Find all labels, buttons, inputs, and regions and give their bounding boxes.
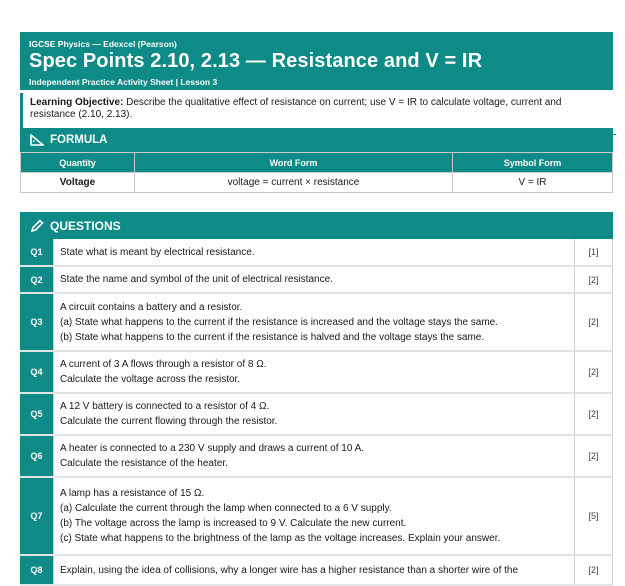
question-line: (a) Calculate the current through the lamp when connected to a 6 V supply. bbox=[60, 503, 392, 514]
question-row bbox=[20, 267, 613, 294]
question-number: Q2 bbox=[20, 267, 53, 292]
question-line: (b) State what happens to the current if the resistance is halved and the voltage stays the same. bbox=[60, 331, 485, 343]
question-row bbox=[20, 436, 613, 478]
marks-label: [2] bbox=[574, 394, 613, 434]
word-form-cell: voltage = current × resistance bbox=[135, 173, 453, 193]
question-line: (a) State what happens to the current if the resistance is increased and the voltage stays the same. bbox=[60, 316, 499, 328]
question-number: Q5 bbox=[20, 394, 53, 434]
question-row bbox=[20, 352, 613, 394]
question-line: Explain, using the idea of collisions, why a longer wire has a higher resistance than a shorter wire of the bbox=[60, 564, 519, 576]
objective-text: Describe the qualitative effect of resistance on current; use V = IR to calculate voltage, current and resistance (2.10, 2.13). bbox=[30, 97, 562, 120]
marks-label: [2] bbox=[574, 294, 613, 350]
pencil-icon bbox=[30, 219, 44, 233]
question-line: Calculate the current flowing through the resistor. bbox=[60, 416, 278, 427]
question-line: A 12 V battery is connected to a resistor of 4 Ω. bbox=[60, 401, 270, 412]
question-line: A lamp has a resistance of 15 Ω. bbox=[60, 488, 205, 499]
question-line: A circuit contains a battery and a resistor. bbox=[60, 301, 243, 313]
question-line: State what is meant by electrical resistance. bbox=[60, 246, 255, 258]
marks-label: [2] bbox=[574, 267, 613, 292]
question-text bbox=[53, 556, 574, 584]
column-header-symbol-form: Symbol Form bbox=[453, 153, 613, 173]
question-number: Q6 bbox=[20, 436, 53, 476]
question-text bbox=[53, 267, 574, 292]
questions-heading: QUESTIONS bbox=[50, 218, 121, 233]
question-number: Q7 bbox=[20, 478, 53, 554]
column-header-quantity: Quantity bbox=[21, 153, 135, 173]
marks-label: [2] bbox=[574, 556, 613, 584]
question-line: State the name and symbol of the unit of electrical resistance. bbox=[60, 274, 333, 285]
question-row bbox=[20, 478, 613, 556]
symbol-form-cell: V = IR bbox=[453, 173, 613, 193]
question-number: Q8 bbox=[20, 556, 53, 584]
question-number: Q3 bbox=[20, 294, 53, 350]
marks-label: [2] bbox=[574, 352, 613, 392]
question-number: Q1 bbox=[20, 239, 53, 265]
question-text bbox=[53, 394, 574, 434]
question-text bbox=[53, 478, 574, 554]
question-line: (c) State what happens to the brightness of the lamp as the voltage increases. Explain your answer. bbox=[60, 533, 501, 544]
question-row bbox=[20, 294, 613, 352]
page-title: Spec Points 2.10, 2.13 — Resistance and V = IR bbox=[29, 50, 483, 72]
questions-section-header bbox=[20, 212, 613, 239]
marks-label: [2] bbox=[574, 436, 613, 476]
ruler-triangle-icon bbox=[30, 134, 44, 146]
marks-label: [1] bbox=[574, 239, 613, 265]
marks-label: [5] bbox=[574, 478, 613, 554]
quantity-cell: Voltage bbox=[21, 173, 135, 193]
question-number: Q4 bbox=[20, 352, 53, 392]
question-line: A current of 3 A flows through a resistor of 8 Ω. bbox=[60, 359, 267, 370]
question-text bbox=[53, 294, 574, 350]
page-header bbox=[20, 32, 613, 90]
question-line: Calculate the resistance of the heater. bbox=[60, 458, 228, 469]
question-text bbox=[53, 436, 574, 476]
question-row bbox=[20, 556, 613, 586]
sheet-meta: Independent Practice Activity Sheet | Lesson 3 bbox=[29, 77, 218, 87]
formula-heading: FORMULA bbox=[50, 134, 108, 146]
question-text bbox=[53, 352, 574, 392]
formula-table bbox=[20, 152, 613, 193]
question-row bbox=[20, 239, 613, 267]
question-line: (b) The voltage across the lamp is increased to 9 V. Calculate the new current. bbox=[60, 518, 407, 529]
subject-label: IGCSE Physics — Edexcel (Pearson) bbox=[29, 39, 177, 49]
question-line: Calculate the voltage across the resistor. bbox=[60, 374, 241, 385]
column-header-word-form: Word Form bbox=[135, 153, 453, 173]
question-line: A heater is connected to a 230 V supply and draws a current of 10 A. bbox=[60, 443, 365, 454]
formula-section-header bbox=[20, 128, 613, 152]
question-text bbox=[53, 239, 574, 265]
question-row bbox=[20, 394, 613, 436]
objective-label: Learning Objective: bbox=[30, 97, 124, 108]
question-list bbox=[20, 239, 613, 586]
table-row bbox=[21, 173, 613, 193]
